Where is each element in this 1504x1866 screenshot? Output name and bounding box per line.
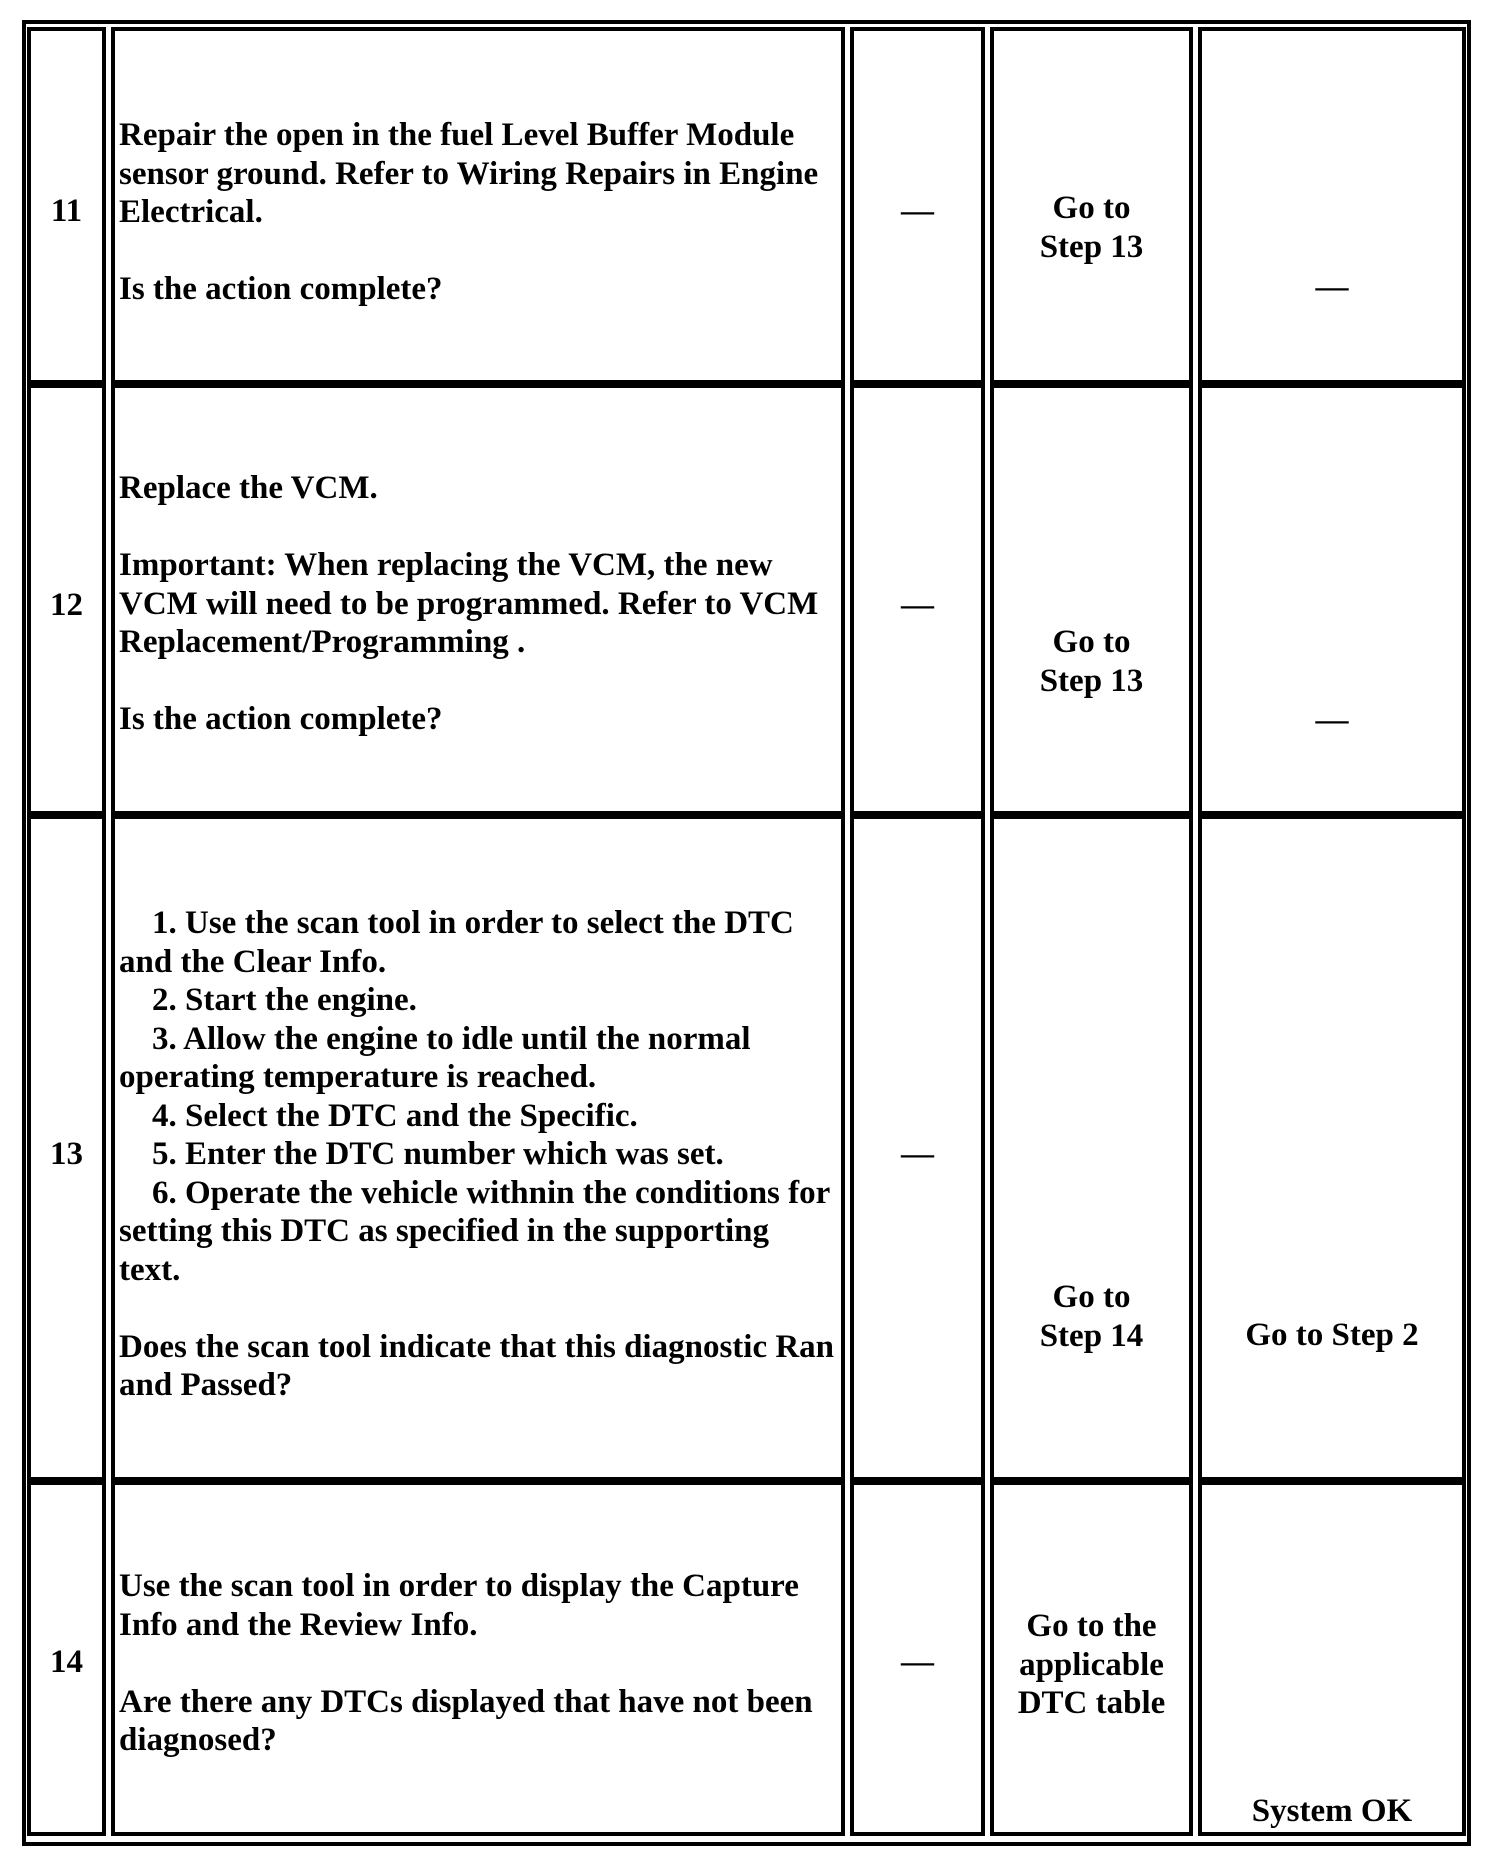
step-number: 11 bbox=[50, 193, 83, 229]
yes-text: Go to Step 13 bbox=[1039, 190, 1144, 265]
step-cell bbox=[27, 384, 106, 815]
value-text: — bbox=[901, 193, 934, 229]
no-cell bbox=[1198, 27, 1466, 384]
step-cell bbox=[27, 27, 106, 384]
action-text: Replace the VCM. Important: When replacing the VCM, the new VCM will need to be programmed. Refer to VCM Replacement/Programming . Is the action complete? bbox=[119, 470, 819, 737]
value-text: — bbox=[901, 587, 934, 623]
no-text: — bbox=[1315, 269, 1349, 305]
action-cell bbox=[111, 1481, 845, 1836]
action-cell bbox=[111, 815, 845, 1481]
action-cell bbox=[111, 384, 845, 815]
action-cell bbox=[111, 27, 845, 384]
no-text: System OK bbox=[1251, 1793, 1413, 1829]
value-cell bbox=[850, 27, 985, 384]
no-cell bbox=[1198, 1481, 1466, 1836]
yes-text: Go to Step 13 bbox=[1039, 624, 1144, 699]
yes-cell bbox=[990, 27, 1193, 384]
no-cell bbox=[1198, 815, 1466, 1481]
step-cell bbox=[27, 815, 106, 1481]
no-text: — bbox=[1315, 702, 1349, 738]
no-text: Go to Step 2 bbox=[1245, 1317, 1419, 1353]
value-cell bbox=[850, 384, 985, 815]
value-cell bbox=[850, 815, 985, 1481]
value-text: — bbox=[901, 1644, 934, 1680]
step-number: 12 bbox=[50, 587, 83, 623]
yes-cell bbox=[990, 1481, 1193, 1836]
action-text: 1. Use the scan tool in order to select the DTC and the Clear Info. 2. Start the engine. 3. Allow the engine to idle until the normal operating temperature is reached. 4. Select the DTC and the Specific. 5. Enter the DTC number which was set. 6. Operate the vehicle withnin the conditions for setting this DTC as specified in the supporting text. Does the scan tool indicate that this diagnostic Ran and Passed? bbox=[119, 905, 835, 1403]
action-text: Repair the open in the fuel Level Buffer Module sensor ground. Refer to Wiring Repairs in Engine Electrical. Is the action complete? bbox=[119, 117, 819, 307]
yes-cell bbox=[990, 384, 1193, 815]
yes-text: Go to the applicable DTC table bbox=[1017, 1608, 1166, 1721]
value-cell bbox=[850, 1481, 985, 1836]
step-number: 14 bbox=[50, 1644, 83, 1680]
yes-text: Go to Step 14 bbox=[1039, 1279, 1144, 1354]
step-cell bbox=[27, 1481, 106, 1836]
no-cell bbox=[1198, 384, 1466, 815]
step-number: 13 bbox=[50, 1136, 83, 1172]
yes-cell bbox=[990, 815, 1193, 1481]
action-text: Use the scan tool in order to display the Capture Info and the Review Info. Are there any DTCs displayed that have not been diagnosed? bbox=[119, 1568, 813, 1758]
value-text: — bbox=[901, 1136, 934, 1172]
